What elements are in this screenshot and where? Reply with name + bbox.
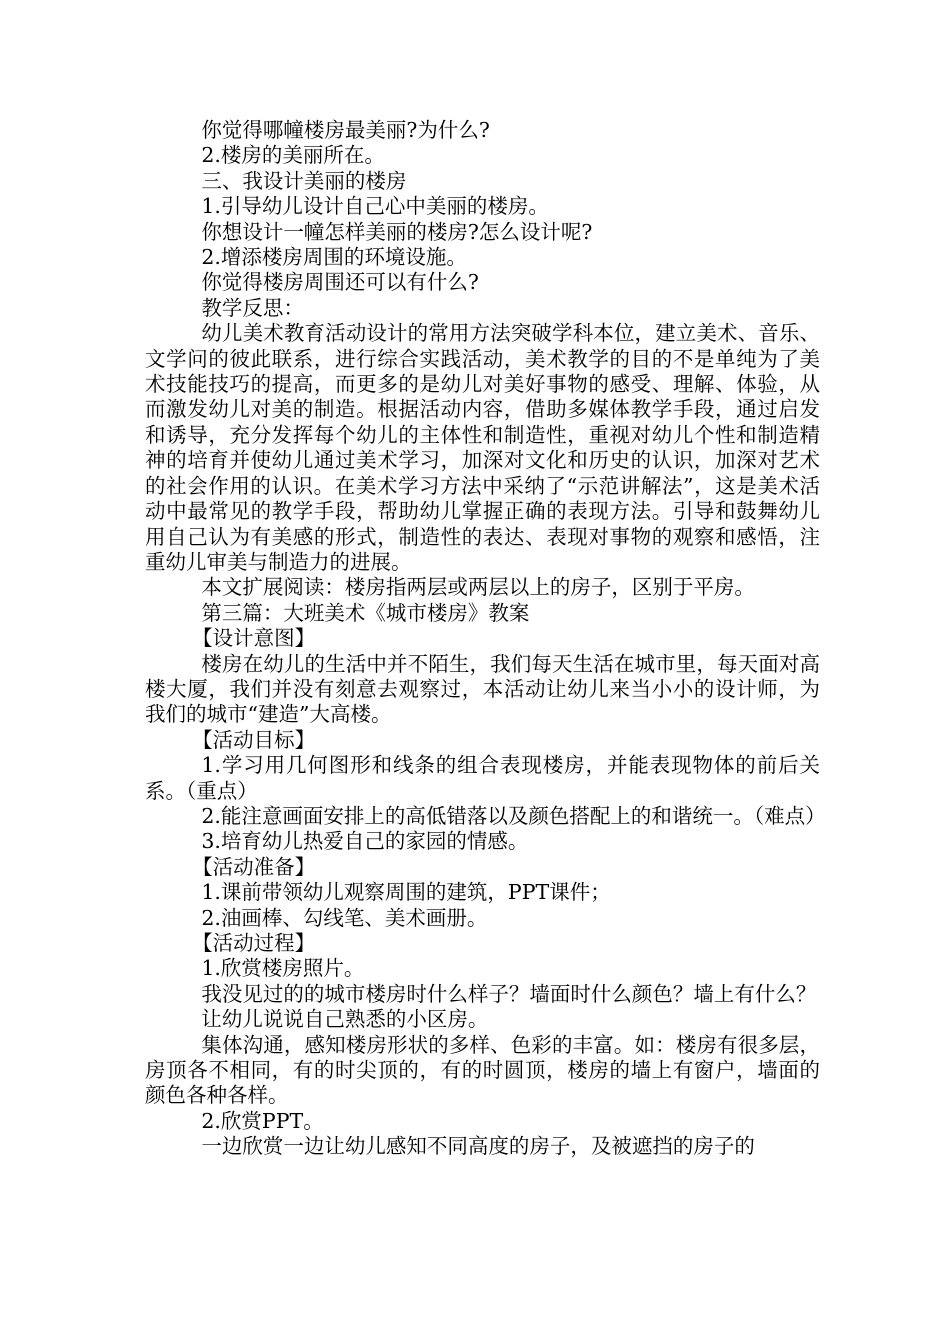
document-body: [145, 118, 826, 1160]
paragraph: 你想设计一幢怎样美丽的楼房?怎么设计呢?: [201, 219, 593, 244]
paragraph: 3.培育幼儿热爱自己的家园的情感。: [201, 829, 529, 854]
section-heading: 【活动目标】: [192, 727, 316, 752]
paragraph: 1.欣赏楼房照片。: [201, 956, 365, 981]
paragraph: 2.能注意画面安排上的高低错落以及颜色搭配上的和谐统一。（难点）: [201, 803, 826, 828]
paragraph: 1.引导幼儿设计自己心中美丽的楼房。: [201, 194, 549, 219]
chapter-title: 第三篇：大班美术《城市楼房》教案: [201, 600, 530, 625]
section-heading: 【活动准备】: [192, 854, 316, 879]
paragraph: 我没见过的的城市楼房时什么样子？墙面时什么颜色？墙上有什么？: [201, 981, 817, 1006]
paragraph: 集体沟通，感知楼房形状的多样、色彩的丰富。如：楼房有很多层，房顶各不相同，有的时尖顶的，有的时圆顶，楼房的墙上有窗户，墙面的颜色各种各样。: [145, 1032, 820, 1108]
paragraph: 2.增添楼房周围的环境设施。: [201, 245, 467, 270]
section-heading: 【活动过程】: [192, 931, 316, 955]
section-heading: 【设计意图】: [192, 626, 316, 651]
paragraph: 让幼儿说说自己熟悉的小区房。: [201, 1007, 489, 1032]
paragraph: 2.欣赏PPT。: [201, 1108, 324, 1133]
paragraph: 你觉得楼房周围还可以有什么?: [201, 270, 479, 295]
paragraph: 一边欣赏一边让幼儿感知不同高度的房子，及被遮挡的房子的: [201, 1134, 755, 1159]
paragraph: 幼儿美术教育活动设计的常用方法突破学科本位，建立美术、音乐、文学问的彼此联系，进行综合实践活动，美术教学的目的不是单纯为了美术技能技巧的提高，而更多的是幼儿对美好事物的感受、理解、体验，从而激发幼儿对美的制造。根据活动内容，借助多媒体教学手段，通过启发和诱导，充分发挥每个幼儿的主体性和制造性，重视对幼儿个性和制造精神的培育并使幼儿通过美术学习，加深对文化和历史的认识，加深对艺术的社会作用的认识。在美术学习方法中采纳了“示范讲解法”，这是美术活动中最常见的教学手段，帮助幼儿掌握正确的表现方法。引导和鼓舞幼儿用自己认为有美感的形式，制造性的表达、表现对事物的观察和感悟，注重幼儿审美与制造力的进展。: [145, 321, 820, 574]
paragraph: 2.油画棒、勾线笔、美术画册。: [201, 905, 488, 930]
section-heading: 三、我设计美丽的楼房: [201, 168, 407, 193]
paragraph: 本文扩展阅读：楼房指两层或两层以上的房子，区别于平房。: [201, 575, 755, 600]
paragraph: 1.学习用几何图形和线条的组合表现楼房，并能表现物体的前后关系。（重点）: [145, 753, 820, 803]
section-heading: 教学反思：: [201, 295, 304, 320]
paragraph: 2.楼房的美丽所在。: [201, 143, 385, 168]
paragraph: 你觉得哪幢楼房最美丽?为什么?: [201, 118, 490, 142]
paragraph: 楼房在幼儿的生活中并不陌生，我们每天生活在城市里，每天面对高楼大厦，我们并没有刻意去观察过，本活动让幼儿来当小小的设计师，为我们的城市“建造”大高楼。: [145, 651, 820, 727]
paragraph: 1.课前带领幼儿观察周围的建筑，PPT课件；: [201, 880, 611, 905]
